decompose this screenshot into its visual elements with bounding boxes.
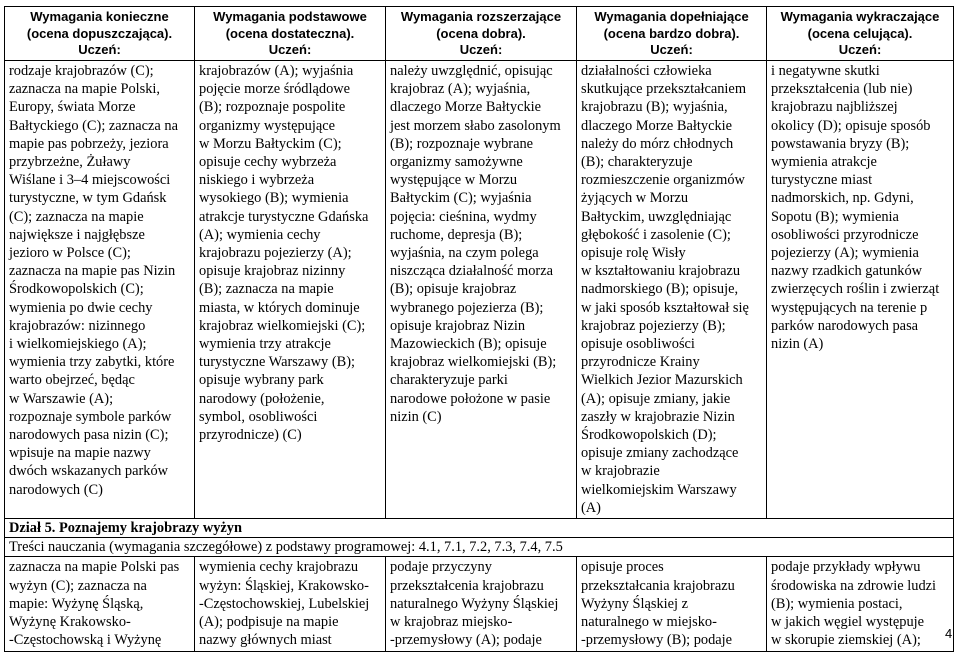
header-podstawowe: Wymagania podstawowe (ocena dostateczna). Uczeń: bbox=[195, 7, 386, 61]
page-number: 4 bbox=[945, 626, 953, 641]
section-content: Treści nauczania (wymagania szczegółowe) z podstawy programowej: 4.1, 7.1, 7.2, 7.3, 7.4, 7.5 bbox=[5, 538, 954, 557]
cell-konieczne: rodzaje krajobrazów (C); zaznacza na mapie Polski, Europy, świata Morze Bałtyckiego (C); zaznacza na mapie pas pobrzeży, jeziora przybrzeżne, Żuławy Wiślane i 3–4 miejscowości turystyczne, w tym Gdańsk (C); zaznacza na mapie największe i najgłębsze jezioro w Polsce (C); zaznacza na mapie pas Nizin Środkowopolskich (C); wymienia po dwie cechy krajobrazów: nizinnego i wielkomiejskiego (A); wymienia trzy zabytki, które warto obejrzeć, będąc w Warszawie (A); rozpoznaje symbole parków narodowych pasa nizin (C); wpisuje na mapie nazwy dwóch wskazanych parków narodowych (C) bbox=[5, 61, 195, 519]
cell-podstawowe: krajobrazów (A); wyjaśnia pojęcie morze śródlądowe (B); rozpoznaje pospolite organizmy występujące w Morzu Bałtyckim (C); opisuje cechy wybrzeża niskiego i wybrzeża wysokiego (B); wymienia atrakcje turystyczne Gdańska (A); wymienia cechy krajobrazu pojezierzy (A); opisuje krajobraz nizinny (B); zaznacza na mapie miasta, w których dominuje krajobraz wielkomiejski (C); wymienia trzy atrakcje turystyczne Warszawy (B); opisuje wybrany park narodowy (położenie, symbol, osobliwości przyrodnicze) (C) bbox=[195, 61, 386, 519]
cell-dopelniajace: działalności człowieka skutkujące przekształcaniem krajobrazu (B); wyjaśnia, dlaczego Morze Bałtyckie należy do mórz chłodnych (B); charakteryzuje rozmieszczenie organizmów żyjących w Morzu Bałtyckim, uwzględniając głębokość i zasolenie (C); opisuje rolę Wisły w kształtowaniu krajobrazu nadmorskiego (B); opisuje, w jaki sposób kształtował się krajobraz pojezierzy (B); opisuje osobliwości przyrodnicze Krainy Wielkich Jezior Mazurskich (A); opisuje zmiany, jakie zaszły w krajobrazie Nizin Środkowopolskich (D); opisuje zmiany zachodzące w krajobrazie wielkomiejskim Warszawy (A) bbox=[577, 61, 767, 519]
cell-rozszerzajace: należy uwzględnić, opisując krajobraz (A); wyjaśnia, dlaczego Morze Bałtyckie jest morzem słabo zasolonym (B); rozpoznaje wybrane organizmy samożywne występujące w Morzu Bałtyckim (C); wyjaśnia pojęcia: cieśnina, wydmy ruchome, depresja (B); wyjaśnia, na czym polega niszcząca działalność morza (B); opisuje krajobraz wybranego pojezierza (B); opisuje krajobraz Nizin Mazowieckich (B); opisuje krajobraz wielkomiejski (B); charakteryzuje parki narodowe położone w pasie nizin (C) bbox=[386, 61, 577, 519]
cell-dopelniajace: opisuje proces przekształcania krajobrazu Wyżyny Śląskiej z naturalnego w miejsko- -przemysłowy (B); podaje bbox=[577, 557, 767, 651]
table-row bbox=[5, 61, 954, 519]
header-wykraczajace: Wymagania wykraczające (ocena celująca). Uczeń: bbox=[767, 7, 954, 61]
cell-wykraczajace: i negatywne skutki przekształcenia (lub nie) krajobrazu najbliższej okolicy (D); opisuje sposób powstawania bryzy (B); wymienia atrakcje turystyczne miast nadmorskich, np. Gdyni, Sopotu (B); wymienia osobliwości przyrodnicze pojezierzy (A); wymienia nazwy rzadkich gatunków zwierzęcych roślin i zwierząt występujących na terenie p parków narodowych pasa nizin (A) bbox=[767, 61, 954, 519]
cell-konieczne: zaznacza na mapie Polski pas wyżyn (C); zaznacza na mapie: Wyżynę Śląską, Wyżynę Krakowsko- -Częstochowską i Wyżynę bbox=[5, 557, 195, 651]
section-content-row bbox=[5, 538, 954, 557]
header-dopelniajace: Wymagania dopełniające (ocena bardzo dobra). Uczeń: bbox=[577, 7, 767, 61]
table-row bbox=[5, 557, 954, 651]
cell-wykraczajace: podaje przykłady wpływu środowiska na zdrowie ludzi (B); wymienia postaci, w jakich węgiel występuje w skorupie ziemskiej (A); bbox=[767, 557, 954, 651]
requirements-table bbox=[4, 6, 954, 652]
section-title-row bbox=[5, 519, 954, 538]
header-rozszerzajace: Wymagania rozszerzające (ocena dobra). Uczeń: bbox=[386, 7, 577, 61]
cell-podstawowe: wymienia cechy krajobrazu wyżyn: Śląskiej, Krakowsko- -Częstochowskiej, Lubelskiej (A); podpisuje na mapie nazwy głównych miast bbox=[195, 557, 386, 651]
header-konieczne: Wymagania konieczne (ocena dopuszczająca). Uczeń: bbox=[5, 7, 195, 61]
header-row bbox=[5, 7, 954, 61]
cell-rozszerzajace: podaje przyczyny przekształcenia krajobrazu naturalnego Wyżyny Śląskiej w krajobraz miejsko- -przemysłowy (A); podaje bbox=[386, 557, 577, 651]
section-title: Dział 5. Poznajemy krajobrazy wyżyn bbox=[5, 519, 954, 538]
